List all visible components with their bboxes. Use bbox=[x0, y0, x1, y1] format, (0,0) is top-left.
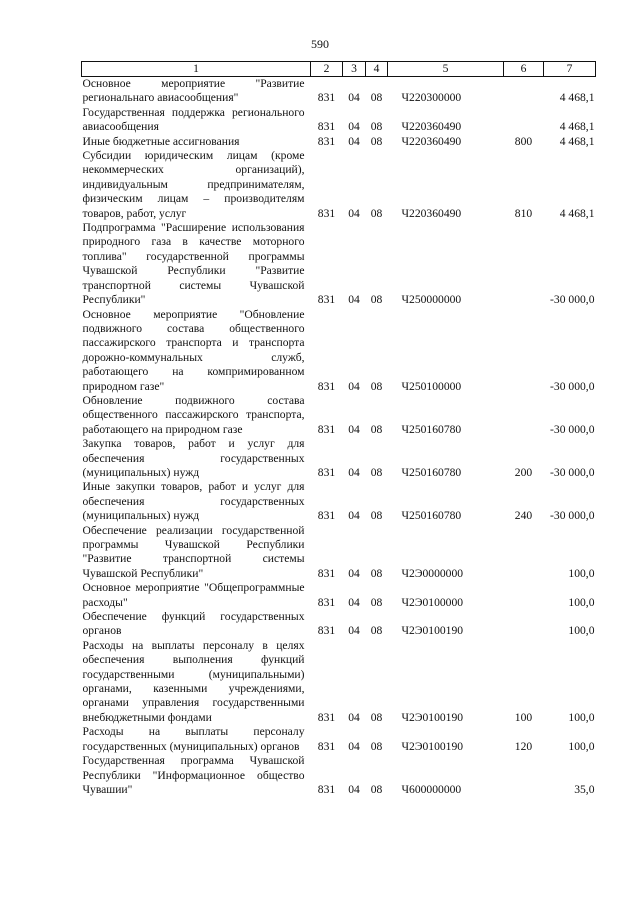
row-target-article: Ч250160780 bbox=[401, 422, 462, 436]
row-amount: -30 000,0 bbox=[550, 293, 595, 307]
row-section: 04 bbox=[348, 293, 360, 307]
table-row bbox=[82, 308, 596, 394]
budget-table bbox=[81, 61, 596, 797]
row-grbs: 831 bbox=[317, 465, 336, 479]
row-target-article: Ч220360490 bbox=[401, 120, 462, 134]
row-name: Обеспечение реализации государственной программы Чувашской Республики "Развитие транспортной системы Чувашской Республики" bbox=[82, 523, 305, 580]
row-expense-type bbox=[504, 394, 544, 437]
row-target-article: Ч250000000 bbox=[401, 293, 462, 307]
header-col-grbs: 2 bbox=[311, 62, 343, 77]
row-expense-type: 100 bbox=[514, 710, 533, 724]
row-grbs: 831 bbox=[317, 782, 336, 796]
row-subsection: 08 bbox=[370, 595, 383, 609]
table-row bbox=[82, 754, 596, 797]
row-subsection: 08 bbox=[370, 293, 383, 307]
row-section: 04 bbox=[348, 595, 360, 609]
row-amount: -30 000,0 bbox=[550, 509, 595, 523]
row-subsection: 08 bbox=[370, 465, 383, 479]
row-grbs: 831 bbox=[317, 422, 336, 436]
row-expense-type bbox=[504, 77, 544, 106]
row-section: 04 bbox=[348, 782, 360, 796]
table-body bbox=[82, 77, 596, 798]
row-name: Закупка товаров, работ и услуг для обеспечения государственных (муниципальных) нужд bbox=[82, 437, 305, 479]
row-subsection: 08 bbox=[370, 206, 383, 220]
row-target-article: Ч2Э0100190 bbox=[401, 739, 464, 753]
row-section: 04 bbox=[348, 422, 360, 436]
row-name: Основное мероприятие "Общепрограммные расходы" bbox=[82, 581, 305, 609]
row-amount: 4 468,1 bbox=[559, 206, 595, 220]
row-subsection: 08 bbox=[370, 710, 383, 724]
row-subsection: 08 bbox=[370, 739, 383, 753]
table-row bbox=[82, 149, 596, 221]
row-subsection: 08 bbox=[370, 91, 383, 105]
table-row bbox=[82, 581, 596, 610]
row-amount: 100,0 bbox=[568, 566, 595, 580]
table-row bbox=[82, 639, 596, 725]
row-amount: -30 000,0 bbox=[550, 379, 595, 393]
row-target-article: Ч250160780 bbox=[401, 509, 462, 523]
row-name: Обновление подвижного состава общественного пассажирского транспорта, работающего на природном газе bbox=[82, 393, 305, 436]
row-section: 04 bbox=[348, 120, 360, 134]
header-col-target-article: 5 bbox=[388, 62, 504, 77]
row-amount: 4 468,1 bbox=[559, 91, 595, 105]
row-section: 04 bbox=[348, 134, 360, 148]
row-expense-type bbox=[504, 610, 544, 639]
row-section: 04 bbox=[348, 206, 360, 220]
row-grbs: 831 bbox=[317, 566, 336, 580]
row-grbs: 831 bbox=[317, 206, 336, 220]
page-number: 590 bbox=[311, 37, 329, 51]
row-grbs: 831 bbox=[317, 120, 336, 134]
row-expense-type: 810 bbox=[514, 206, 533, 220]
row-expense-type bbox=[504, 581, 544, 610]
table-row bbox=[82, 135, 596, 149]
row-target-article: Ч250160780 bbox=[401, 465, 462, 479]
table-row bbox=[82, 221, 596, 307]
row-amount: 100,0 bbox=[568, 624, 595, 638]
row-section: 04 bbox=[348, 465, 360, 479]
row-grbs: 831 bbox=[317, 379, 336, 393]
header-row bbox=[82, 62, 596, 77]
row-amount: -30 000,0 bbox=[550, 422, 595, 436]
table-row bbox=[82, 437, 596, 480]
row-expense-type bbox=[504, 106, 544, 135]
row-name: Расходы на выплаты персоналу в целях обеспечения выполнения функций государственными (муниципальными) органами, казенными учреждениями, органами управления государственными внебюджетными фондами bbox=[82, 638, 305, 724]
row-target-article: Ч2Э0100190 bbox=[401, 710, 464, 724]
row-expense-type bbox=[504, 221, 544, 307]
table-row bbox=[82, 106, 596, 135]
row-name: Подпрограмма "Расширение использования природного газа в качестве моторного топлива" государственной программы Чувашской Республики "Развитие транспортной системы Чувашской Республики" bbox=[82, 221, 305, 307]
row-grbs: 831 bbox=[317, 134, 336, 148]
row-expense-type bbox=[504, 524, 544, 582]
row-name: Иные закупки товаров, работ и услуг для обеспечения государственных (муниципальных) нужд bbox=[82, 480, 305, 523]
row-amount: 100,0 bbox=[568, 710, 595, 724]
row-expense-type: 240 bbox=[514, 509, 533, 523]
row-subsection: 08 bbox=[370, 509, 383, 523]
row-name: Обеспечение функций государственных органов bbox=[82, 610, 305, 638]
row-grbs: 831 bbox=[317, 509, 336, 523]
table-row bbox=[82, 524, 596, 582]
row-grbs: 831 bbox=[317, 293, 336, 307]
table-row bbox=[82, 77, 596, 106]
row-subsection: 08 bbox=[370, 120, 383, 134]
row-expense-type bbox=[504, 754, 544, 797]
row-subsection: 08 bbox=[370, 134, 383, 148]
row-name: Основное мероприятие "Обновление подвижного состава общественного пассажирского транспорта и транспорта дорожно-коммунальных служб, работающего на компримированном природном газе" bbox=[82, 307, 305, 393]
row-amount: 35,0 bbox=[574, 782, 595, 796]
row-grbs: 831 bbox=[317, 739, 336, 753]
row-name: Иные бюджетные ассигнования bbox=[82, 134, 240, 148]
row-name: Основное мероприятие "Развитие региональнаго авиасообщения" bbox=[82, 77, 305, 105]
row-expense-type bbox=[504, 308, 544, 394]
row-target-article: Ч220360490 bbox=[401, 134, 462, 148]
row-target-article: Ч2Э0100000 bbox=[401, 595, 464, 609]
row-target-article: Ч2Э0100190 bbox=[401, 624, 464, 638]
row-section: 04 bbox=[348, 91, 360, 105]
row-subsection: 08 bbox=[370, 624, 383, 638]
header-col-subsection: 4 bbox=[366, 62, 388, 77]
row-name: Расходы на выплаты персоналу государственных (муниципальных) органов bbox=[82, 725, 305, 753]
row-name: Субсидии юридическим лицам (кроме некоммерческих организаций), индивидуальным предпринимателям, физическим лицам – производителям товаров, работ, услуг bbox=[82, 149, 305, 220]
row-section: 04 bbox=[348, 379, 360, 393]
row-subsection: 08 bbox=[370, 379, 383, 393]
table-row bbox=[82, 394, 596, 437]
row-target-article: Ч600000000 bbox=[401, 782, 462, 796]
header-col-name: 1 bbox=[82, 62, 311, 77]
header-col-expense-type: 6 bbox=[504, 62, 544, 77]
table-row bbox=[82, 610, 596, 639]
row-grbs: 831 bbox=[317, 624, 336, 638]
row-amount: 100,0 bbox=[568, 595, 595, 609]
row-target-article: Ч250100000 bbox=[401, 379, 462, 393]
row-section: 04 bbox=[348, 566, 360, 580]
row-name: Государственная поддержка регионального авиасообщения bbox=[82, 105, 305, 134]
row-section: 04 bbox=[348, 710, 360, 724]
row-expense-type: 120 bbox=[514, 739, 533, 753]
row-amount: 4 468,1 bbox=[559, 134, 595, 148]
row-name: Государственная программа Чувашской Республики "Информационное общество Чувашии" bbox=[82, 754, 305, 796]
table-row bbox=[82, 725, 596, 754]
row-subsection: 08 bbox=[370, 566, 383, 580]
row-subsection: 08 bbox=[370, 782, 383, 796]
row-amount: -30 000,0 bbox=[550, 465, 595, 479]
row-section: 04 bbox=[348, 509, 360, 523]
row-target-article: Ч220300000 bbox=[401, 91, 462, 105]
row-grbs: 831 bbox=[317, 91, 336, 105]
row-subsection: 08 bbox=[370, 422, 383, 436]
table-header bbox=[82, 62, 596, 77]
row-expense-type: 800 bbox=[514, 134, 533, 148]
row-expense-type: 200 bbox=[514, 465, 533, 479]
row-grbs: 831 bbox=[317, 710, 336, 724]
header-col-amount: 7 bbox=[544, 62, 596, 77]
row-section: 04 bbox=[348, 624, 360, 638]
table-row bbox=[82, 480, 596, 523]
row-amount: 4 468,1 bbox=[559, 120, 595, 134]
row-grbs: 831 bbox=[317, 595, 336, 609]
row-target-article: Ч2Э0000000 bbox=[401, 566, 464, 580]
row-target-article: Ч220360490 bbox=[401, 206, 462, 220]
row-amount: 100,0 bbox=[568, 739, 595, 753]
row-section: 04 bbox=[348, 739, 360, 753]
header-col-section: 3 bbox=[343, 62, 366, 77]
